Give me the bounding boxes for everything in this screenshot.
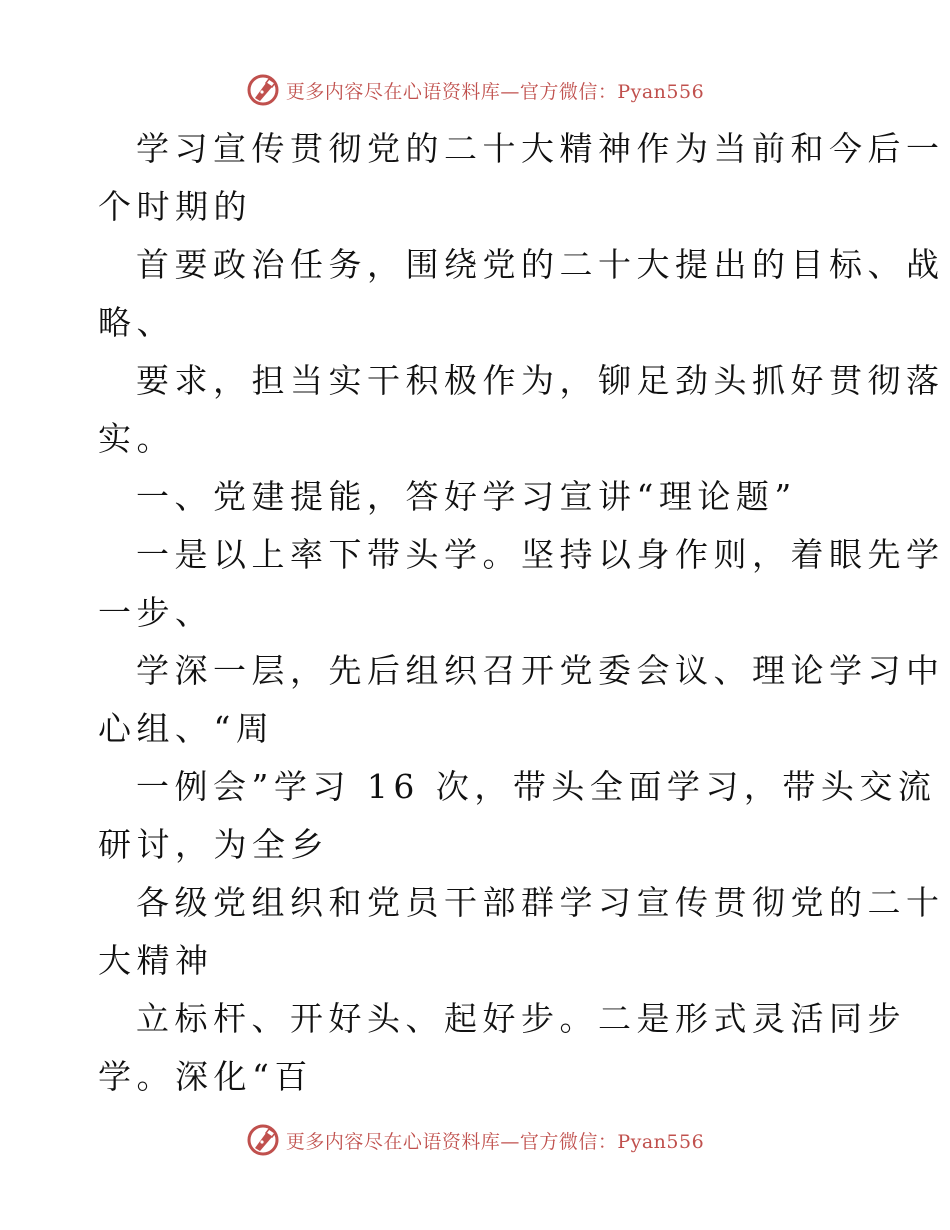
text-line: 学。深化“百 <box>98 1057 313 1096</box>
pen-nib-circle-logo-icon <box>246 73 280 107</box>
header-banner <box>0 70 950 110</box>
text-line: 一例会”学习 16 次，带头全面学习，带头交流 <box>136 767 937 806</box>
text-line: 学深一层，先后组织召开党委会议、理论学习中 <box>136 651 945 690</box>
text-line: 立标杆、开好头、起好步。二是形式灵活同步 <box>136 999 906 1038</box>
text-line: 首要政治任务，围绕党的二十大提出的目标、战 <box>136 245 945 284</box>
text-line: 略、 <box>98 303 175 342</box>
text-line: 实。 <box>98 419 175 458</box>
text-line: 一是以上率下带头学。坚持以身作则，着眼先学 <box>136 535 945 574</box>
footer-banner <box>0 1120 950 1160</box>
header-banner-text: 更多内容尽在心语资料库—官方微信：Pyan556 <box>285 80 705 103</box>
section-heading: 一、党建提能，答好学习宣讲“理论题” <box>136 477 797 516</box>
text-line: 大精神 <box>98 941 214 980</box>
text-line: 学习宣传贯彻党的二十大精神作为当前和今后一 <box>136 129 945 168</box>
text-line: 一步、 <box>98 593 214 632</box>
text-line: 各级党组织和党员干部群学习宣传贯彻党的二十 <box>136 883 945 922</box>
text-line: 要求，担当实干积极作为，铆足劲头抓好贯彻落 <box>136 361 945 400</box>
text-line: 心组、“周 <box>98 709 275 748</box>
text-line: 研讨，为全乡 <box>98 825 329 864</box>
text-line: 个时期的 <box>98 187 252 226</box>
pen-nib-circle-logo-icon <box>246 1123 280 1157</box>
footer-banner-text: 更多内容尽在心语资料库—官方微信：Pyan556 <box>285 1130 705 1153</box>
